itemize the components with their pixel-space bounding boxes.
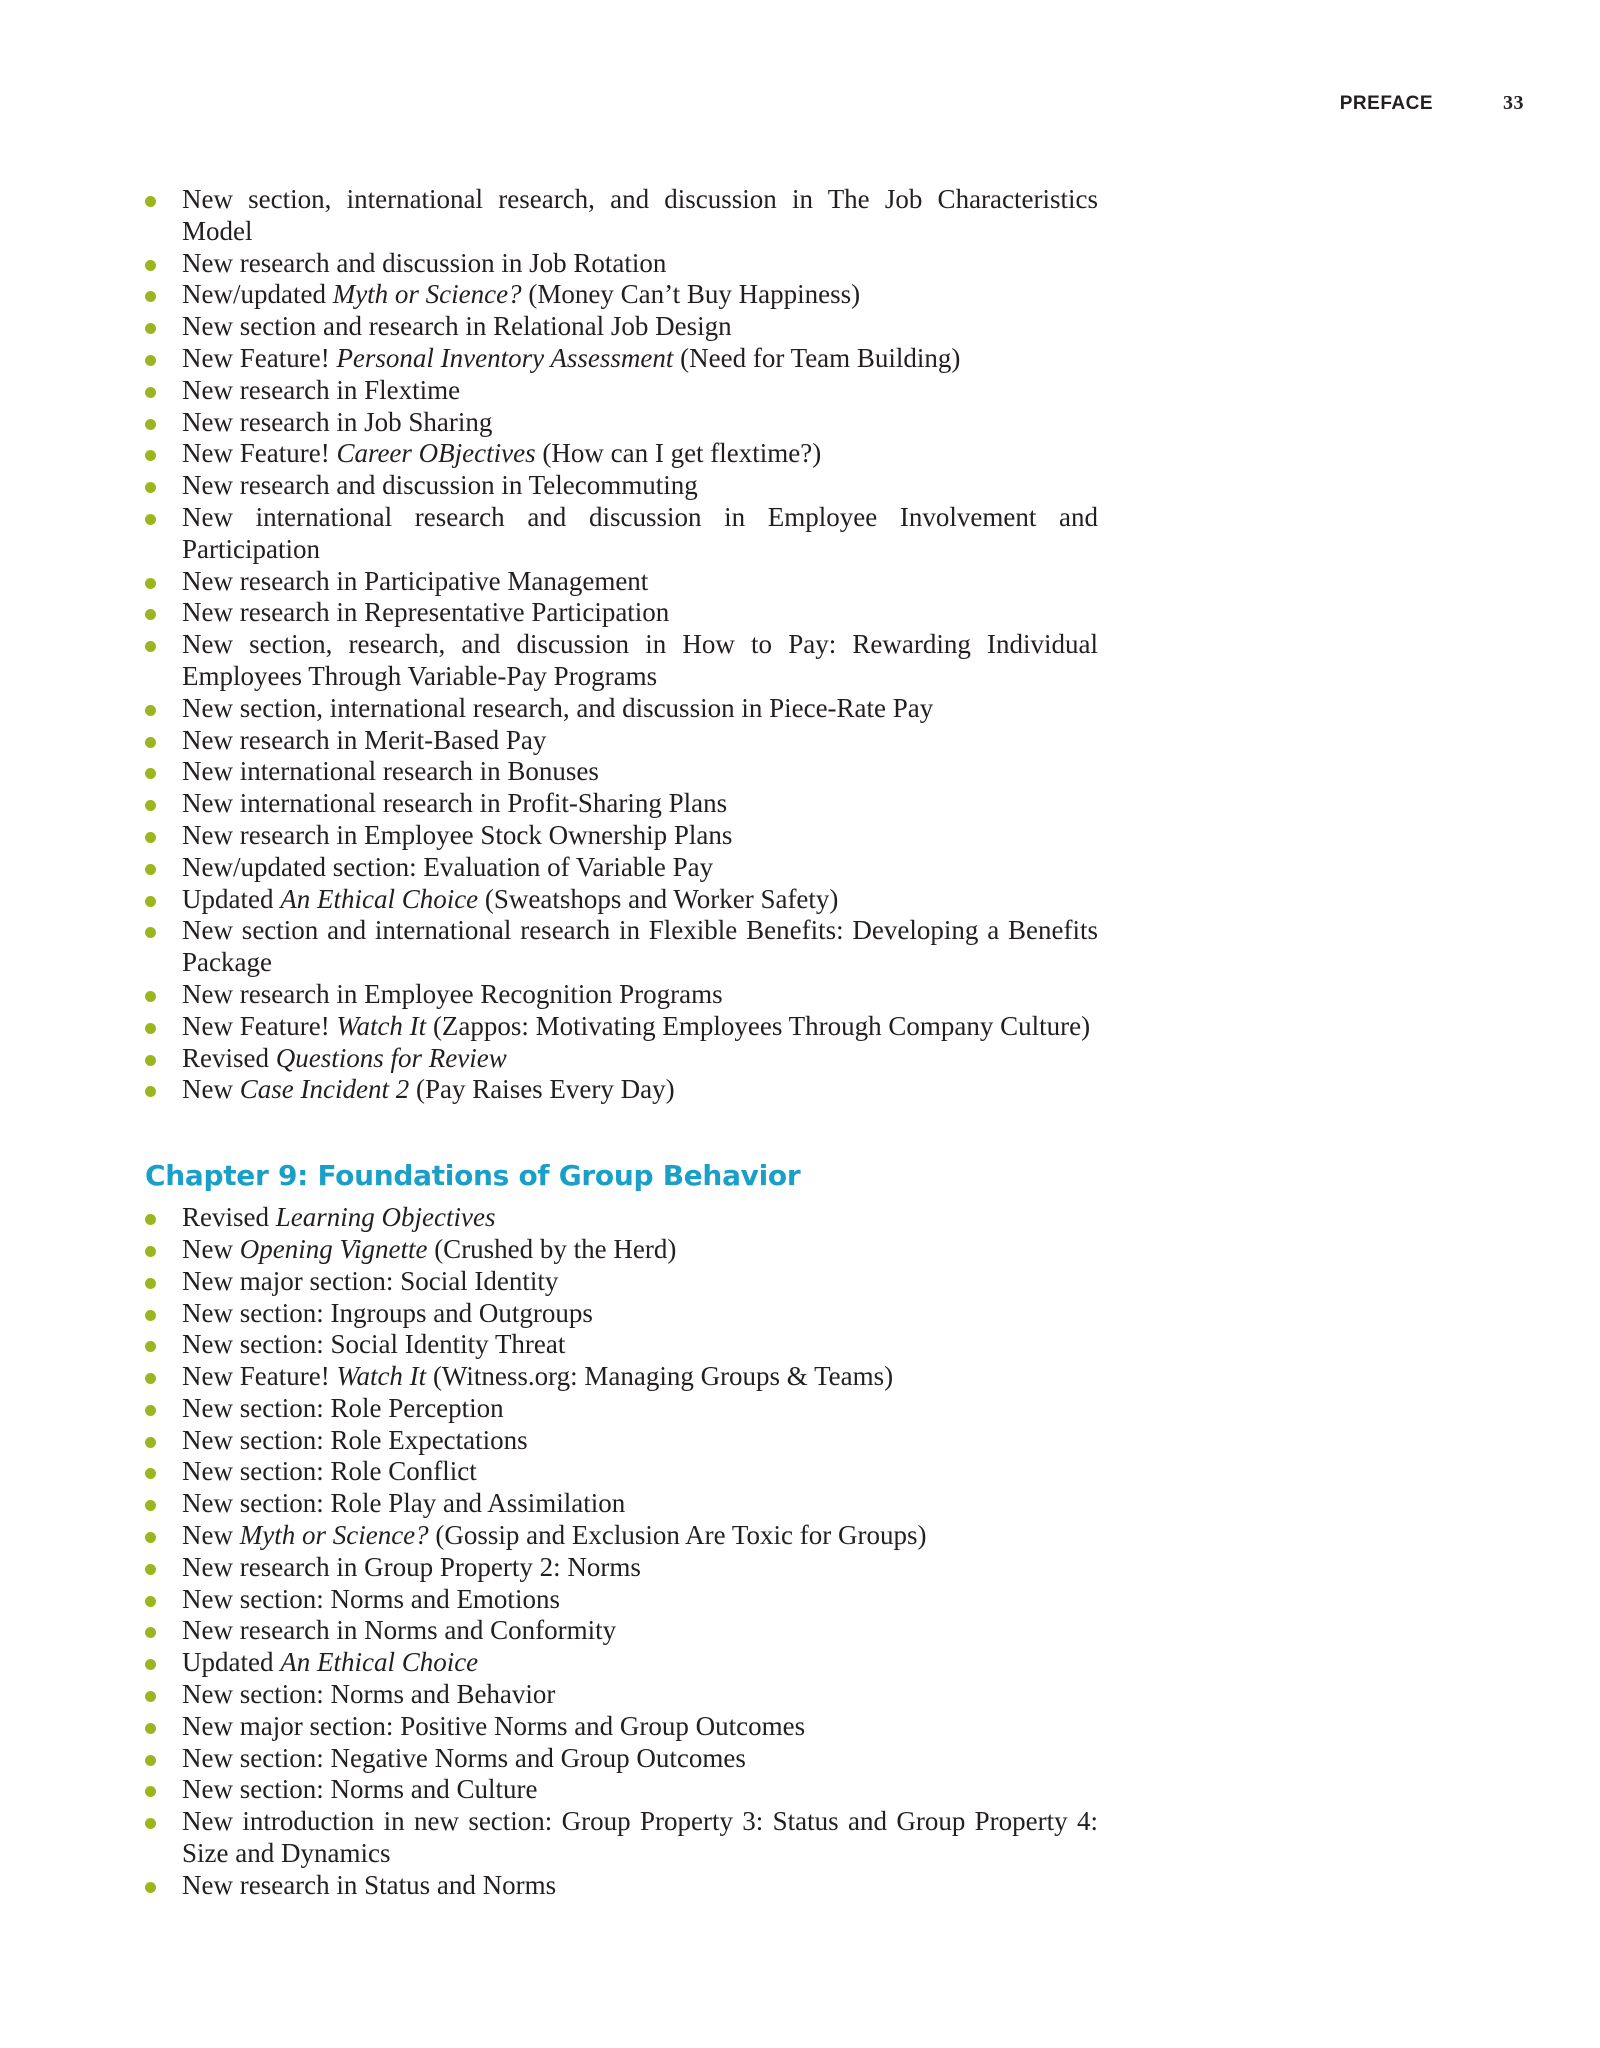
list-item bbox=[145, 407, 1098, 439]
change-list-chapter-9 bbox=[145, 1202, 1098, 1902]
item-text: New research in Representative Participation bbox=[182, 597, 670, 628]
item-italic-title: Opening Vignette bbox=[239, 1233, 428, 1264]
bullet-icon bbox=[145, 1246, 156, 1257]
list-item bbox=[145, 1743, 1098, 1775]
item-text: (Witness.org: Managing Groups & Teams) bbox=[426, 1361, 894, 1392]
bullet-icon bbox=[145, 355, 156, 366]
list-item bbox=[145, 1679, 1098, 1711]
page-body bbox=[145, 184, 1098, 1902]
item-text: New introduction in new section: Group Property 3: Status and Group Property 4: Size and Dynamics bbox=[182, 1806, 1098, 1869]
item-text: New bbox=[182, 1074, 240, 1105]
bullet-icon bbox=[145, 1564, 156, 1575]
bullet-icon bbox=[145, 450, 156, 461]
bullet-icon bbox=[145, 641, 156, 652]
item-italic-title: Watch It bbox=[336, 1361, 427, 1392]
item-text: New Feature! bbox=[182, 438, 337, 469]
bullet-icon bbox=[145, 1723, 156, 1734]
bullet-icon bbox=[145, 578, 156, 589]
item-text: New/updated section: Evaluation of Variable Pay bbox=[182, 851, 714, 882]
list-item bbox=[145, 1011, 1098, 1043]
item-text: Updated bbox=[182, 1647, 281, 1678]
bullet-icon bbox=[145, 1755, 156, 1766]
bullet-icon bbox=[145, 260, 156, 271]
list-item bbox=[145, 438, 1098, 470]
list-item bbox=[145, 1870, 1098, 1902]
item-text: New bbox=[182, 1233, 240, 1264]
list-item bbox=[145, 1074, 1098, 1106]
bullet-icon bbox=[145, 1532, 156, 1543]
list-item bbox=[145, 375, 1098, 407]
item-italic-title: Learning Objectives bbox=[275, 1202, 496, 1233]
item-text: New Feature! bbox=[182, 342, 337, 373]
item-text: Revised bbox=[182, 1042, 276, 1073]
list-item bbox=[145, 852, 1098, 884]
bullet-icon bbox=[145, 1500, 156, 1511]
bullet-icon bbox=[145, 1278, 156, 1289]
item-text: (Crushed by the Herd) bbox=[427, 1233, 677, 1264]
item-text: New section: Role Conflict bbox=[182, 1456, 477, 1487]
item-text: New section: Role Expectations bbox=[182, 1424, 528, 1455]
list-item bbox=[145, 566, 1098, 598]
item-text: New research in Participative Management bbox=[182, 565, 649, 596]
item-text: New section: Norms and Behavior bbox=[182, 1679, 556, 1710]
bullet-icon bbox=[145, 991, 156, 1002]
running-header bbox=[1340, 92, 1524, 115]
item-text: Revised bbox=[182, 1202, 276, 1233]
list-item bbox=[145, 820, 1098, 852]
item-text: New section, international research, and discussion in Piece-Rate Pay bbox=[182, 692, 934, 723]
list-item bbox=[145, 1043, 1098, 1075]
change-list-chapter-8 bbox=[145, 184, 1098, 1106]
bullet-icon bbox=[145, 1055, 156, 1066]
item-text: New research and discussion in Job Rotation bbox=[182, 247, 667, 278]
item-text: New international research and discussion in Employee Involvement and Participation bbox=[182, 501, 1098, 564]
list-item bbox=[145, 788, 1098, 820]
list-item bbox=[145, 1329, 1098, 1361]
item-text: New Feature! bbox=[182, 1361, 337, 1392]
bullet-icon bbox=[145, 1882, 156, 1893]
list-item bbox=[145, 1488, 1098, 1520]
item-text: New research in Merit-Based Pay bbox=[182, 724, 547, 755]
bullet-icon bbox=[145, 387, 156, 398]
list-item bbox=[145, 248, 1098, 280]
item-text: New Feature! bbox=[182, 1010, 337, 1041]
list-item bbox=[145, 470, 1098, 502]
bullet-icon bbox=[145, 419, 156, 430]
item-text: (Sweatshops and Worker Safety) bbox=[478, 883, 839, 914]
list-item bbox=[145, 725, 1098, 757]
list-item bbox=[145, 629, 1098, 693]
item-text: New section and research in Relational Job Design bbox=[182, 311, 732, 342]
item-text: New/updated bbox=[182, 279, 333, 310]
item-text: New section: Role Play and Assimilation bbox=[182, 1488, 626, 1519]
item-text: New section: Norms and Culture bbox=[182, 1774, 538, 1805]
item-italic-title: Career OBjectives bbox=[336, 438, 536, 469]
item-text: New research in Employee Stock Ownership Plans bbox=[182, 819, 733, 850]
list-item bbox=[145, 1552, 1098, 1584]
bullet-icon bbox=[145, 609, 156, 620]
list-item bbox=[145, 693, 1098, 725]
bullet-icon bbox=[145, 1023, 156, 1034]
item-text: New section and international research in Flexible Benefits: Developing a Benefits Package bbox=[182, 915, 1098, 978]
item-italic-title: Watch It bbox=[336, 1010, 427, 1041]
bullet-icon bbox=[145, 1596, 156, 1607]
list-item bbox=[145, 756, 1098, 788]
list-item bbox=[145, 502, 1098, 566]
bullet-icon bbox=[145, 1468, 156, 1479]
bullet-icon bbox=[145, 514, 156, 525]
item-text: New research in Employee Recognition Programs bbox=[182, 978, 723, 1009]
bullet-icon bbox=[145, 927, 156, 938]
list-item bbox=[145, 279, 1098, 311]
list-item bbox=[145, 1202, 1098, 1234]
list-item bbox=[145, 343, 1098, 375]
bullet-icon bbox=[145, 1659, 156, 1670]
item-italic-title: Myth or Science? bbox=[239, 1520, 429, 1551]
item-text: New research in Group Property 2: Norms bbox=[182, 1551, 641, 1582]
item-italic-title: An Ethical Choice bbox=[280, 1647, 479, 1678]
item-text: (How can I get flextime?) bbox=[535, 438, 822, 469]
bullet-icon bbox=[145, 1214, 156, 1225]
item-text: (Gossip and Exclusion Are Toxic for Groups) bbox=[428, 1520, 927, 1551]
bullet-icon bbox=[145, 196, 156, 207]
header-section-title: PREFACE bbox=[1339, 93, 1433, 114]
bullet-icon bbox=[145, 1437, 156, 1448]
bullet-icon bbox=[145, 737, 156, 748]
item-text: (Money Can’t Buy Happiness) bbox=[521, 279, 861, 310]
item-text: New research in Status and Norms bbox=[182, 1869, 557, 1900]
item-italic-title: Questions for Review bbox=[275, 1042, 507, 1073]
chapter-9-heading: Chapter 9: Foundations of Group Behavior bbox=[145, 1159, 801, 1193]
item-text: (Need for Team Building) bbox=[673, 342, 961, 373]
list-item bbox=[145, 1298, 1098, 1330]
list-item bbox=[145, 1711, 1098, 1743]
item-italic-title: Case Incident 2 bbox=[239, 1074, 410, 1105]
list-item bbox=[145, 1806, 1098, 1870]
list-item bbox=[145, 1425, 1098, 1457]
bullet-icon bbox=[145, 896, 156, 907]
bullet-icon bbox=[145, 864, 156, 875]
item-text: New section, international research, and discussion in The Job Characteristics Model bbox=[182, 184, 1098, 246]
bullet-icon bbox=[145, 832, 156, 843]
item-text: New research and discussion in Telecommuting bbox=[182, 470, 698, 501]
list-item bbox=[145, 1234, 1098, 1266]
bullet-icon bbox=[145, 1086, 156, 1097]
bullet-icon bbox=[145, 705, 156, 716]
item-text: New section: Social Identity Threat bbox=[182, 1329, 566, 1360]
bullet-icon bbox=[145, 800, 156, 811]
item-text: New major section: Social Identity bbox=[182, 1265, 559, 1296]
list-item bbox=[145, 979, 1098, 1011]
list-item bbox=[145, 1647, 1098, 1679]
list-item bbox=[145, 597, 1098, 629]
list-item bbox=[145, 1393, 1098, 1425]
list-item bbox=[145, 1266, 1098, 1298]
list-item bbox=[145, 1584, 1098, 1616]
list-item bbox=[145, 1520, 1098, 1552]
bullet-icon bbox=[145, 1310, 156, 1321]
item-text: New major section: Positive Norms and Group Outcomes bbox=[182, 1710, 806, 1741]
item-italic-title: Myth or Science? bbox=[332, 279, 522, 310]
list-item bbox=[145, 1774, 1098, 1806]
item-text: New section, research, and discussion in How to Pay: Rewarding Individual Employees Through Variable-Pay Programs bbox=[182, 629, 1098, 691]
list-item bbox=[145, 915, 1098, 979]
item-text: New research in Flextime bbox=[182, 374, 461, 405]
item-text: New research in Norms and Conformity bbox=[182, 1615, 617, 1646]
list-item bbox=[145, 884, 1098, 916]
bullet-icon bbox=[145, 323, 156, 334]
item-text: (Zappos: Motivating Employees Through Company Culture) bbox=[426, 1010, 1091, 1041]
item-italic-title: Personal Inventory Assessment bbox=[336, 342, 674, 373]
bullet-icon bbox=[145, 482, 156, 493]
item-text: (Pay Raises Every Day) bbox=[409, 1074, 675, 1105]
list-item bbox=[145, 1615, 1098, 1647]
item-text: Updated bbox=[182, 883, 281, 914]
item-italic-title: An Ethical Choice bbox=[280, 883, 479, 914]
bullet-icon bbox=[145, 1373, 156, 1384]
bullet-icon bbox=[145, 1341, 156, 1352]
list-item bbox=[145, 184, 1098, 248]
item-text: New section: Negative Norms and Group Outcomes bbox=[182, 1742, 746, 1773]
list-item bbox=[145, 1456, 1098, 1488]
bullet-icon bbox=[145, 768, 156, 779]
item-text: New bbox=[182, 1520, 240, 1551]
item-text: New international research in Profit-Sharing Plans bbox=[182, 788, 728, 819]
bullet-icon bbox=[145, 1786, 156, 1797]
list-item bbox=[145, 311, 1098, 343]
item-text: New research in Job Sharing bbox=[182, 406, 493, 437]
bullet-icon bbox=[145, 291, 156, 302]
page-number: 33 bbox=[1503, 92, 1524, 114]
bullet-icon bbox=[145, 1627, 156, 1638]
item-text: New international research in Bonuses bbox=[182, 756, 599, 787]
bullet-icon bbox=[145, 1691, 156, 1702]
item-text: New section: Role Perception bbox=[182, 1392, 504, 1423]
bullet-icon bbox=[145, 1818, 156, 1829]
bullet-icon bbox=[145, 1405, 156, 1416]
item-text: New section: Ingroups and Outgroups bbox=[182, 1297, 593, 1328]
list-item bbox=[145, 1361, 1098, 1393]
item-text: New section: Norms and Emotions bbox=[182, 1583, 560, 1614]
